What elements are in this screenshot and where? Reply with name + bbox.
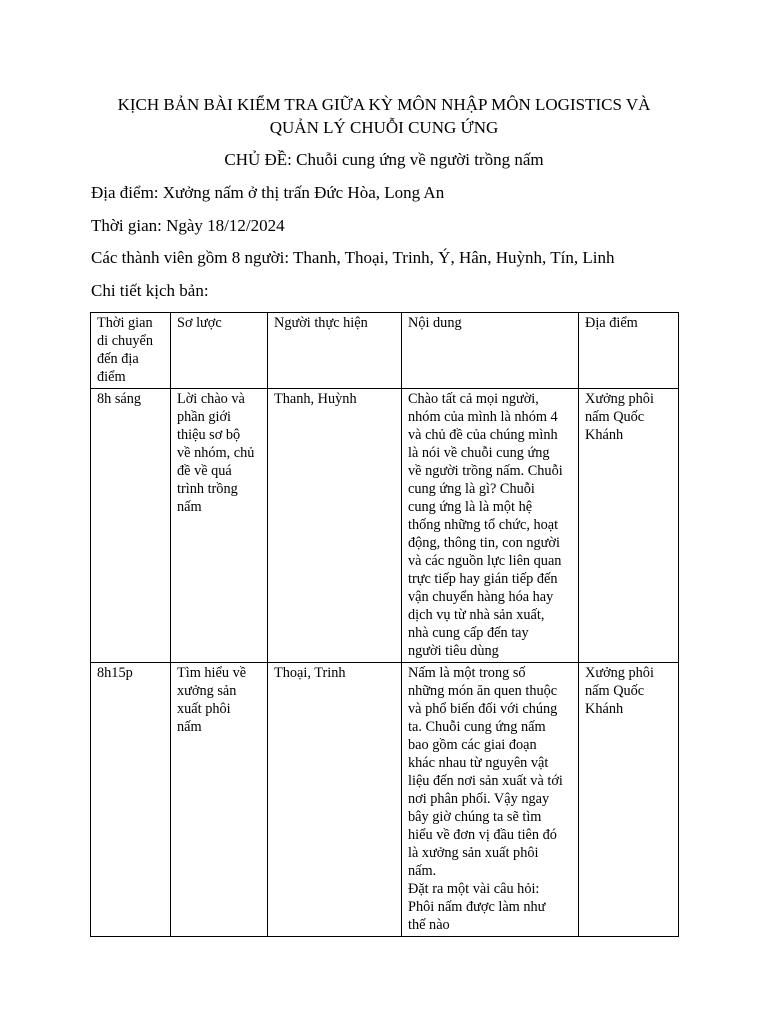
- cell-summary: Tìm hiểu về xưởng sản xuất phôi nấm: [171, 663, 268, 937]
- title-line-1: KỊCH BẢN BÀI KIỂM TRA GIỮA KỲ MÔN NHẬP MÔN LOGISTICS VÀ: [117, 95, 651, 114]
- details-heading: Chi tiết kịch bản:: [91, 281, 209, 300]
- header-summary: Sơ lược: [171, 313, 268, 389]
- cell-performers: Thoại, Trinh: [268, 663, 402, 937]
- header-performers: Người thực hiện: [268, 313, 402, 389]
- table-header-row: [91, 313, 679, 389]
- topic-subtitle: CHỦ ĐỀ: Chuỗi cung ứng về người trồng nấm: [224, 150, 544, 169]
- cell-location: Xưởng phôi nấm Quốc Khánh: [579, 663, 679, 937]
- location-line: Địa điểm: Xưởng nấm ở thị trấn Đức Hòa, Long An: [91, 183, 445, 202]
- table-row: [91, 663, 679, 937]
- cell-time: 8h15p: [91, 663, 171, 937]
- header-content: Nội dung: [402, 313, 579, 389]
- members-line: Các thành viên gồm 8 người: Thanh, Thoại, Trinh, Ý, Hân, Huỳnh, Tín, Linh: [91, 248, 615, 267]
- cell-performers: Thanh, Huỳnh: [268, 389, 402, 663]
- script-table: [90, 312, 679, 937]
- header-time: Thời gian di chuyển đến địa điểm: [91, 313, 171, 389]
- title-line-2: QUẢN LÝ CHUỖI CUNG ỨNG: [269, 118, 499, 137]
- cell-location: Xưởng phôi nấm Quốc Khánh: [579, 389, 679, 663]
- table-row: [91, 389, 679, 663]
- header-location: Địa điểm: [579, 313, 679, 389]
- time-line: Thời gian: Ngày 18/12/2024: [91, 216, 285, 235]
- cell-content: Nấm là một trong số những món ăn quen thuộc và phổ biến đối với chúng ta. Chuỗi cung ứng nấm bao gồm các giai đoạn khác nhau từ nguyên vật liệu đến nơi sản xuất và tới nơi phân phối. Vậy ngay bây giờ chúng ta sẽ tìm hiểu về đơn vị đầu tiên đó là xưởng sản xuất phôi nấm. Đặt ra một vài câu hỏi: Phôi nấm được làm như thế nào: [402, 663, 579, 937]
- cell-content: Chào tất cả mọi người, nhóm của mình là nhóm 4 và chủ đề của chúng mình là nói về chuỗi cung ứng về người trồng nấm. Chuỗi cung ứng là gì? Chuỗi cung ứng là là một hệ thống những tổ chức, hoạt động, thông tin, con người và các nguồn lực liên quan trực tiếp hay gián tiếp đến vận chuyển hàng hóa hay dịch vụ từ nhà sản xuất, nhà cung cấp đến tay người tiêu dùng: [402, 389, 579, 663]
- document-title: [90, 93, 678, 139]
- cell-summary: Lời chào và phần giới thiệu sơ bộ về nhóm, chủ đề về quá trình trồng nấm: [171, 389, 268, 663]
- cell-time: 8h sáng: [91, 389, 171, 663]
